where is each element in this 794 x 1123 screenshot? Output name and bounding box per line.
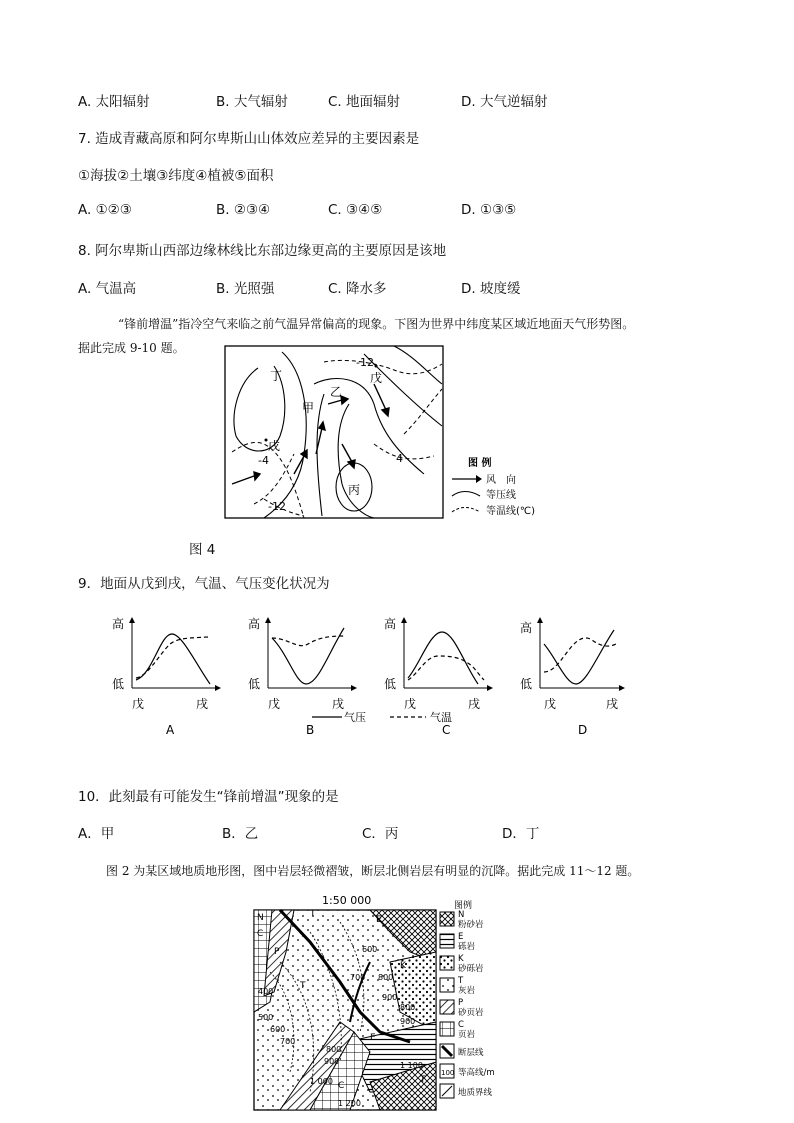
- contour-label-4: 900: [382, 993, 398, 1002]
- contour-label-3: 800: [378, 973, 394, 982]
- chart-a-x-start: 戊: [132, 697, 145, 711]
- map-label-bing: 丙: [348, 483, 361, 497]
- chart-a: [112, 616, 220, 737]
- q7-option-b: B. ②③④: [216, 202, 271, 218]
- q6-option-c: C. 地面辐射: [328, 94, 401, 110]
- legend-code-contour: 100: [441, 1069, 455, 1077]
- geology-scale: 1:50 000: [322, 894, 372, 907]
- chart-b-low: 低: [248, 677, 261, 691]
- chart-c-x-start: 戊: [404, 697, 417, 711]
- contour-label-14: 1 200: [338, 1099, 361, 1108]
- chart-b-high: 高: [248, 617, 261, 631]
- map-letter-7: T: [300, 981, 306, 991]
- geology-legend-title: 图例: [454, 901, 473, 911]
- map-label-wu-left: 戊: [268, 439, 281, 453]
- legend-code-e: E: [458, 932, 464, 942]
- map-label-wu-top: 戊: [370, 371, 383, 385]
- chart-c-letter: C: [442, 723, 451, 737]
- q8-option-b: B. 光照强: [216, 281, 275, 297]
- intro-9-10-line2: 据此完成 9-10 题。: [78, 341, 185, 355]
- map-letter-5: E: [376, 915, 382, 925]
- contour-label-8: 700: [280, 1037, 296, 1046]
- map-label-yi: 乙: [330, 385, 343, 399]
- map-label-ding: 丁: [270, 369, 283, 383]
- chart-a-letter: A: [166, 723, 175, 737]
- q6-option-a: A. 太阳辐射: [78, 94, 150, 110]
- legend-name-fault: 断层线: [458, 1048, 484, 1058]
- q8-option-c: C. 降水多: [328, 281, 387, 297]
- map-letter-3: P: [274, 947, 280, 957]
- q7-option-c: C. ③④⑤: [328, 202, 383, 218]
- q10-stem: 10．此刻最有可能发生“锋前增温”现象的是: [78, 789, 339, 805]
- legend-name-contour: 等高线/m: [458, 1068, 495, 1078]
- contour-label-13: 1 000: [310, 1077, 333, 1086]
- contour-label-9: 800: [326, 1045, 342, 1054]
- chart-d-letter: D: [578, 723, 588, 737]
- map-label-neg12-top: -12: [356, 356, 374, 369]
- map-letter-8: C: [338, 1081, 345, 1091]
- contour-label-5: 400: [258, 987, 274, 996]
- q7-choices: ①海拔②土壤③纬度④植被⑤面积: [78, 168, 274, 184]
- map-letter-2: C: [257, 929, 264, 939]
- legend-code-n: N: [458, 910, 465, 920]
- map-legend-wind: 风 向: [486, 475, 516, 486]
- map-label-4: 4: [396, 452, 403, 465]
- legend-code-k: K: [458, 954, 464, 964]
- intro-11-12: 图 2 为某区域地质地形图，图中岩层轻微褶皱，断层北侧岩层有明显的沉降。据此完成 11～12 题。: [106, 864, 640, 878]
- weather-map-figure: [224, 344, 554, 524]
- chart-c-x-end: 戌: [468, 697, 481, 711]
- q10-option-a: A．甲: [78, 826, 115, 842]
- map-legend-isotherm: 等温线(℃): [486, 506, 536, 517]
- chart-a-x-end: 戌: [196, 697, 209, 711]
- contour-label-1: 600: [362, 945, 378, 954]
- chart-d: [520, 618, 624, 737]
- q9-legend-pressure: 气压: [344, 711, 366, 724]
- chart-b-letter: B: [306, 723, 315, 737]
- figure-4-caption: 图 4: [189, 542, 216, 558]
- map-label-neg12-bottom: -12: [268, 500, 286, 513]
- q7-option-d: D. ①③⑤: [461, 202, 517, 218]
- q8-stem: 8. 阿尔卑斯山西部边缘林线比东部边缘更高的主要原因是该地: [78, 243, 447, 259]
- geology-map-figure: [250, 892, 520, 1114]
- legend-name-e: 砾岩: [458, 942, 476, 952]
- q6-option-b: B. 大气辐射: [216, 94, 288, 110]
- chart-d-low: 低: [520, 677, 533, 691]
- legend-code-p: P: [458, 998, 464, 1008]
- chart-c-high: 高: [384, 617, 397, 631]
- legend-code-c: C: [458, 1020, 464, 1030]
- map-legend-isobar: 等压线: [486, 490, 516, 501]
- contour-label-7: 600: [270, 1025, 286, 1034]
- legend-name-k: 砂砾岩: [458, 964, 484, 974]
- q10-option-b: B．乙: [222, 826, 259, 842]
- legend-code-t: T: [458, 976, 464, 986]
- contour-label-11: 800: [400, 1003, 416, 1012]
- q7-stem: 7. 造成青藏高原和阿尔卑斯山山体效应差异的主要因素是: [78, 131, 420, 147]
- q9-stem: 9．地面从戊到戌，气温、气压变化状况为: [78, 576, 330, 592]
- chart-b-x-end: 戌: [332, 697, 345, 711]
- legend-name-boundary: 地质界线: [458, 1088, 493, 1098]
- legend-name-n: 粉砂岩: [458, 920, 484, 930]
- chart-a-low: 低: [112, 677, 125, 691]
- contour-label-6: 500: [258, 1013, 274, 1022]
- q9-legend-temp: 气温: [430, 711, 452, 724]
- contour-label-15: 1 100: [400, 1061, 423, 1070]
- chart-d-x-start: 戊: [544, 697, 557, 711]
- q7-option-a: A. ①②③: [78, 202, 132, 218]
- q10-option-d: D．丁: [502, 826, 540, 842]
- chart-b: [248, 616, 356, 737]
- q8-option-a: A. 气温高: [78, 281, 137, 297]
- map-letter-9: E: [370, 1033, 376, 1043]
- chart-c-low: 低: [384, 677, 397, 691]
- legend-name-c: 页岩: [458, 1030, 476, 1040]
- legend-name-t: 灰岩: [458, 986, 476, 996]
- q6-option-d: D. 大气逆辐射: [461, 94, 548, 110]
- intro-9-10-line1: “锋前增温”指冷空气来临之前气温异常偏高的现象。下图为世界中纬度某区域近地面天气形势图。: [118, 317, 635, 331]
- map-label-neg4: -4: [258, 454, 269, 467]
- contour-label-12: 900: [400, 1017, 416, 1026]
- q9-charts-svg: [108, 614, 628, 744]
- map-label-jia: 甲: [302, 401, 315, 415]
- chart-b-x-start: 戊: [268, 697, 281, 711]
- map-legend-title: 图 例: [468, 458, 492, 469]
- chart-d-x-end: 戌: [606, 697, 619, 711]
- legend-name-p: 砂页岩: [458, 1008, 484, 1018]
- map-letter-10: T: [420, 1075, 426, 1085]
- q9-charts: [108, 614, 628, 744]
- q8-option-d: D. 坡度缓: [461, 281, 521, 297]
- q10-option-c: C．丙: [362, 826, 399, 842]
- contour-label-2: 700: [350, 973, 366, 982]
- contour-label-10: 900: [324, 1057, 340, 1066]
- chart-d-high: 高: [520, 621, 533, 635]
- map-letter-4: T: [310, 909, 316, 919]
- chart-a-high: 高: [112, 617, 125, 631]
- map-letter-1: N: [257, 913, 264, 923]
- map-letter-6: K: [400, 961, 406, 971]
